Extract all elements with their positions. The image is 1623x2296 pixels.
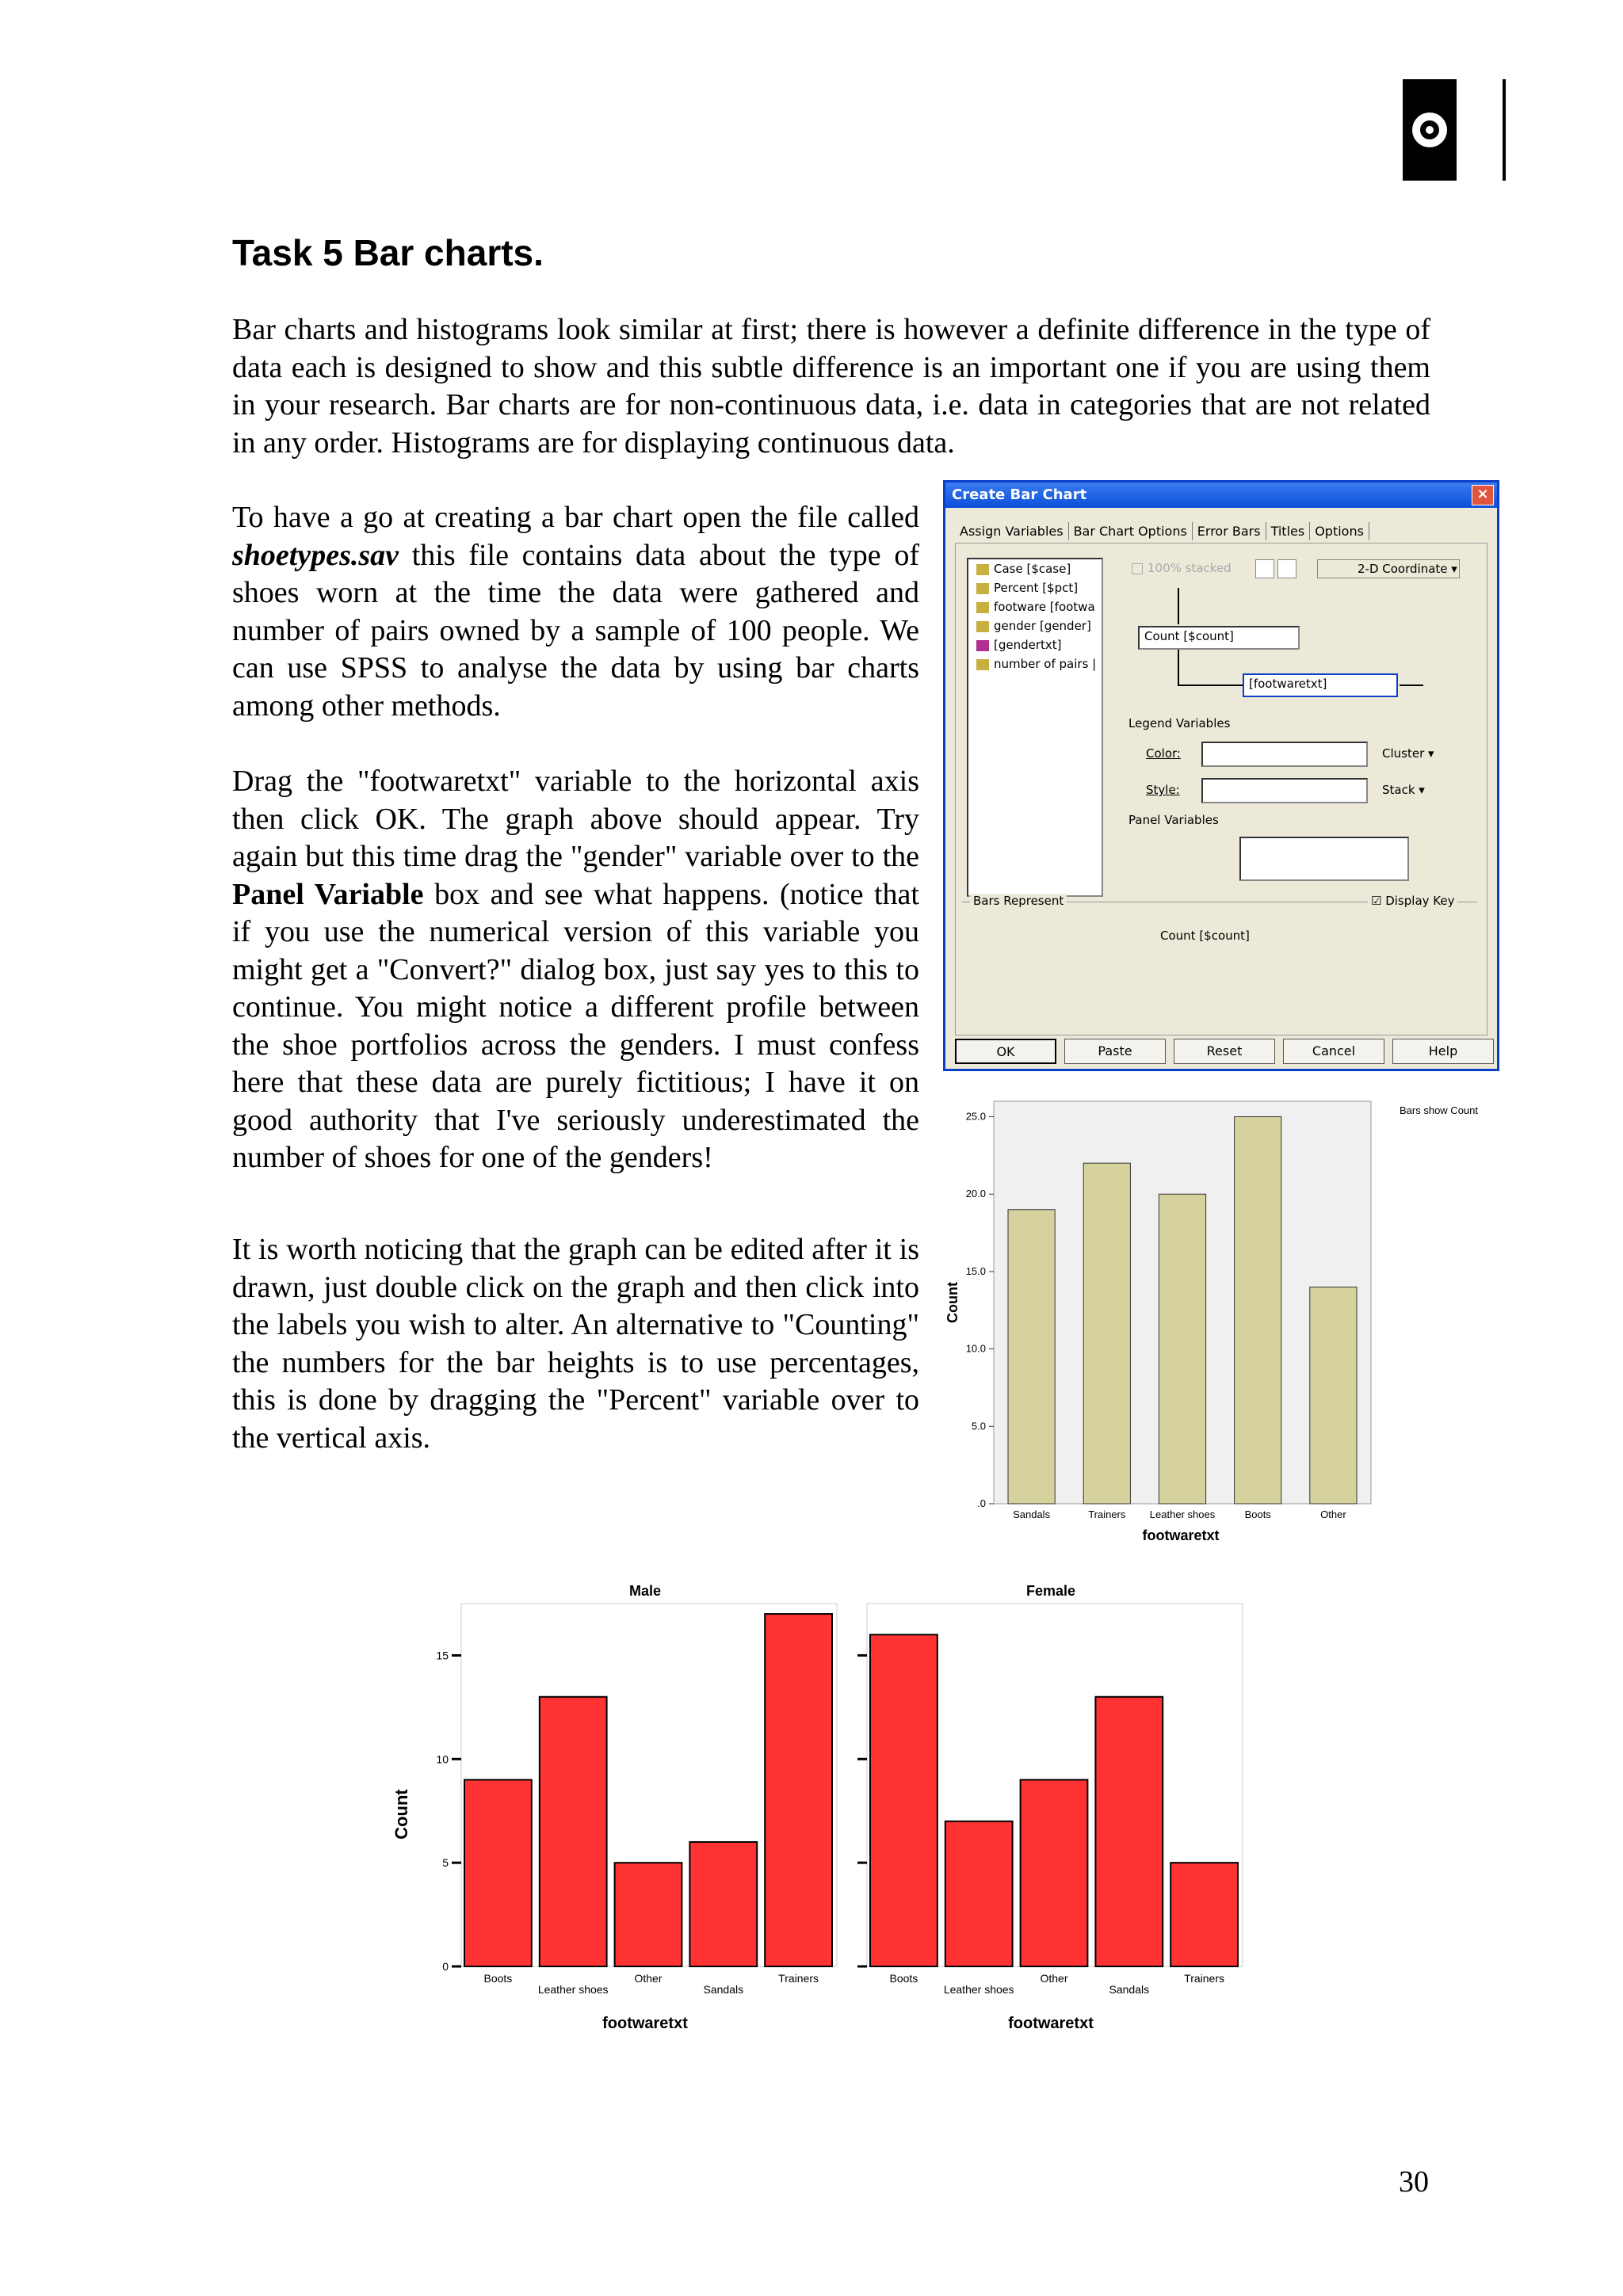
bar (615, 1863, 682, 1966)
list-item[interactable] (968, 616, 1102, 635)
tab-titles[interactable]: Titles (1266, 522, 1311, 540)
list-item[interactable] (968, 597, 1102, 616)
male-x-axis-label: footwaretxt (602, 2015, 688, 2032)
x-axis-field[interactable] (1243, 673, 1398, 697)
x-axis-arrow-icon (1400, 685, 1423, 686)
y-axis-label: Count (945, 1282, 960, 1323)
x-tick-label: Trainers (1184, 1972, 1225, 1985)
create-bar-chart-dialog (943, 480, 1499, 1071)
list-item[interactable] (968, 578, 1102, 597)
ruler-icon (976, 659, 989, 670)
cancel-button[interactable]: Cancel (1283, 1039, 1384, 1064)
ruler-icon (976, 602, 989, 613)
x-tick-label: Trainers (1088, 1508, 1126, 1520)
bar (1170, 1863, 1238, 1966)
bar (1095, 1697, 1163, 1966)
y-tick-label: 10 (436, 1753, 449, 1766)
file-name: shoetypes.sav (232, 538, 399, 572)
x-tick-label: Other (1040, 1972, 1068, 1985)
x-tick-label: Boots (1244, 1508, 1271, 1520)
close-icon[interactable]: × (1472, 485, 1494, 505)
y-tick-label: 10.0 (965, 1342, 986, 1355)
tab-bar-chart-options[interactable]: Bar Chart Options (1069, 522, 1193, 540)
bar (870, 1634, 938, 1966)
y-tick-label: 0 (442, 1960, 449, 1973)
x-tick-label: Leather shoes (943, 1983, 1014, 1996)
ruler-icon (976, 564, 989, 575)
ok-button[interactable]: OK (955, 1039, 1056, 1064)
bar (1021, 1779, 1088, 1966)
axis-line (1178, 650, 1179, 686)
y-tick-label: 5.0 (971, 1420, 986, 1432)
panel-variables-field[interactable] (1239, 837, 1409, 881)
y-tick-label: 15 (436, 1649, 449, 1662)
x-tick-label: Other (634, 1972, 663, 1985)
variable-label: number of pairs | (994, 657, 1097, 671)
display-key-checkbox[interactable] (1368, 894, 1457, 908)
x-tick-label: Boots (483, 1972, 513, 1985)
tab-assign-variables[interactable]: Assign Variables (955, 522, 1069, 540)
gender-panel-chart (388, 1577, 1244, 2052)
variable-label: Percent [$pct] (994, 581, 1079, 595)
rose-logo-icon (1403, 79, 1457, 181)
ruler-icon (976, 583, 989, 594)
bar (1235, 1117, 1281, 1504)
p2-text-a: To have a go at creating a bar chart open the file called (232, 501, 919, 534)
bar (1008, 1210, 1055, 1504)
nominal-icon (976, 640, 989, 651)
header-rule (1503, 79, 1506, 181)
x-field-value: [footwaretxt] (1249, 677, 1327, 691)
cluster-dropdown[interactable]: Cluster ▾ (1382, 746, 1434, 761)
bar (464, 1779, 532, 1966)
page-number: 30 (1399, 2165, 1429, 2199)
tab-options[interactable]: Options (1310, 522, 1369, 540)
editing-paragraph: It is worth noticing that the graph can be edited after it is drawn, just double click on the graph and then click into the labels you wish to alter. An alternative to "Counting" the numbers for the bar heights is to use percentages, this is done by dragging the "Percent" variable over to the vertical axis. (232, 1233, 919, 1455)
horizontal-bars-icon[interactable] (1277, 559, 1296, 578)
paste-button[interactable]: Paste (1064, 1039, 1166, 1064)
x-tick-label: Trainers (778, 1972, 819, 1985)
x-tick-label: Boots (889, 1972, 918, 1985)
bar (689, 1842, 757, 1966)
bar (540, 1697, 607, 1966)
ruler-icon (976, 621, 989, 632)
stacked-checkbox[interactable] (1132, 561, 1232, 575)
tab-bar (955, 522, 1369, 543)
panel-variables-label: Panel Variables (1128, 813, 1219, 827)
p3-text-b: box and see what happens. (notice that if you use the numerical version of this variable you might get a "Convert?" dialog box, just say yes to this to continue. You might notice a different profile between the shoe portfolios across the genders. I must confess here that these data are purely fictitious; I have it on good authority that I've seriously underestimated the number of shoes for one of the genders! (232, 877, 919, 1174)
x-tick-label: Sandals (1109, 1983, 1150, 1996)
checkbox-icon (1132, 563, 1143, 574)
check-icon: ☑ (1371, 894, 1386, 908)
y-axis-label: Count (391, 1789, 411, 1840)
legend-variables-label: Legend Variables (1128, 716, 1231, 730)
y-axis-arrow-icon (1178, 588, 1179, 624)
y-tick-label: .0 (977, 1497, 986, 1509)
female-x-axis-label: footwaretxt (1008, 2015, 1094, 2032)
y-tick-label: 25.0 (965, 1110, 986, 1123)
axis-line-horizontal (1178, 685, 1243, 686)
variable-label: [gendertxt] (994, 638, 1062, 652)
y-field-value: Count [$count] (1144, 629, 1234, 643)
variable-list[interactable] (967, 558, 1103, 897)
instructions-paragraph (232, 499, 919, 725)
x-tick-label: Leather shoes (1149, 1508, 1216, 1520)
stack-dropdown[interactable]: Stack ▾ (1382, 783, 1425, 797)
x-tick-label: Sandals (703, 1983, 744, 1996)
y-tick-label: 5 (442, 1856, 449, 1870)
bars-represent-label: Bars Represent (970, 894, 1067, 908)
page-title: Task 5 Bar charts. (232, 232, 544, 273)
x-tick-label: Other (1320, 1508, 1346, 1520)
list-item[interactable] (968, 635, 1102, 654)
p2-text-b: this file contains data about the type of shoes worn at the time the data were gathered and number of pairs owned by a sample of 100 people. We can use SPSS to analyse the data by using bar charts among other methods. (232, 538, 919, 723)
coordinate-dropdown[interactable]: 2-D Coordinate ▾ (1317, 559, 1460, 578)
color-label: Color: (1146, 746, 1181, 761)
logo-mark (1403, 79, 1457, 181)
style-label: Style: (1146, 783, 1180, 797)
color-field[interactable] (1201, 742, 1368, 767)
list-item[interactable] (968, 654, 1102, 673)
bar (1159, 1194, 1205, 1504)
intro-paragraph: Bar charts and histograms look similar at first; there is however a definite difference in the type of data each is designed to show and this subtle difference is an important one if you are using them in your research. Bar charts are for non-continuous data, i.e. data in categories that are not related in any order. Histograms are for displaying continuous data. (232, 313, 1430, 460)
y-tick-label: 20.0 (965, 1188, 986, 1200)
bar (1083, 1163, 1130, 1504)
y-tick-label: 15.0 (965, 1264, 986, 1277)
p3-text-a: Drag the "footwaretxt" variable to the horizontal axis then click OK. The graph above should appear. Try again but this time drag the "gender" variable over to the (232, 765, 919, 873)
female-panel-title: Female (1025, 1583, 1076, 1599)
reset-button[interactable]: Reset (1174, 1039, 1275, 1064)
bars-show-annotation: Bars show Count (1400, 1104, 1478, 1116)
bar (765, 1614, 832, 1966)
dialog-title: Create Bar Chart (945, 482, 1497, 508)
display-key-label: Display Key (1385, 894, 1455, 908)
bar (1310, 1287, 1357, 1504)
x-tick-label: Sandals (1013, 1508, 1051, 1520)
x-tick-label: Leather shoes (537, 1983, 609, 1996)
style-field[interactable] (1201, 778, 1368, 803)
y-axis-field[interactable] (1138, 626, 1300, 650)
panel-variable-term: Panel Variable (232, 877, 424, 911)
variable-label: Case [$case] (994, 562, 1071, 576)
drag-paragraph (232, 763, 919, 1177)
assign-variables-panel (955, 543, 1487, 1035)
x-axis-label: footwaretxt (1142, 1527, 1220, 1543)
list-item[interactable] (968, 559, 1102, 578)
help-button[interactable]: Help (1392, 1039, 1494, 1064)
count-bar-chart (943, 1093, 1498, 1553)
stacked-label: 100% stacked (1148, 561, 1232, 575)
vertical-bars-icon[interactable] (1255, 559, 1274, 578)
variable-label: gender [gender] (994, 619, 1091, 633)
bar (945, 1821, 1013, 1966)
male-panel-title: Male (628, 1583, 662, 1599)
bars-represent-value: Count [$count] (1160, 929, 1250, 943)
variable-label: footware [footwa (994, 600, 1095, 614)
tab-error-bars[interactable]: Error Bars (1193, 522, 1266, 540)
